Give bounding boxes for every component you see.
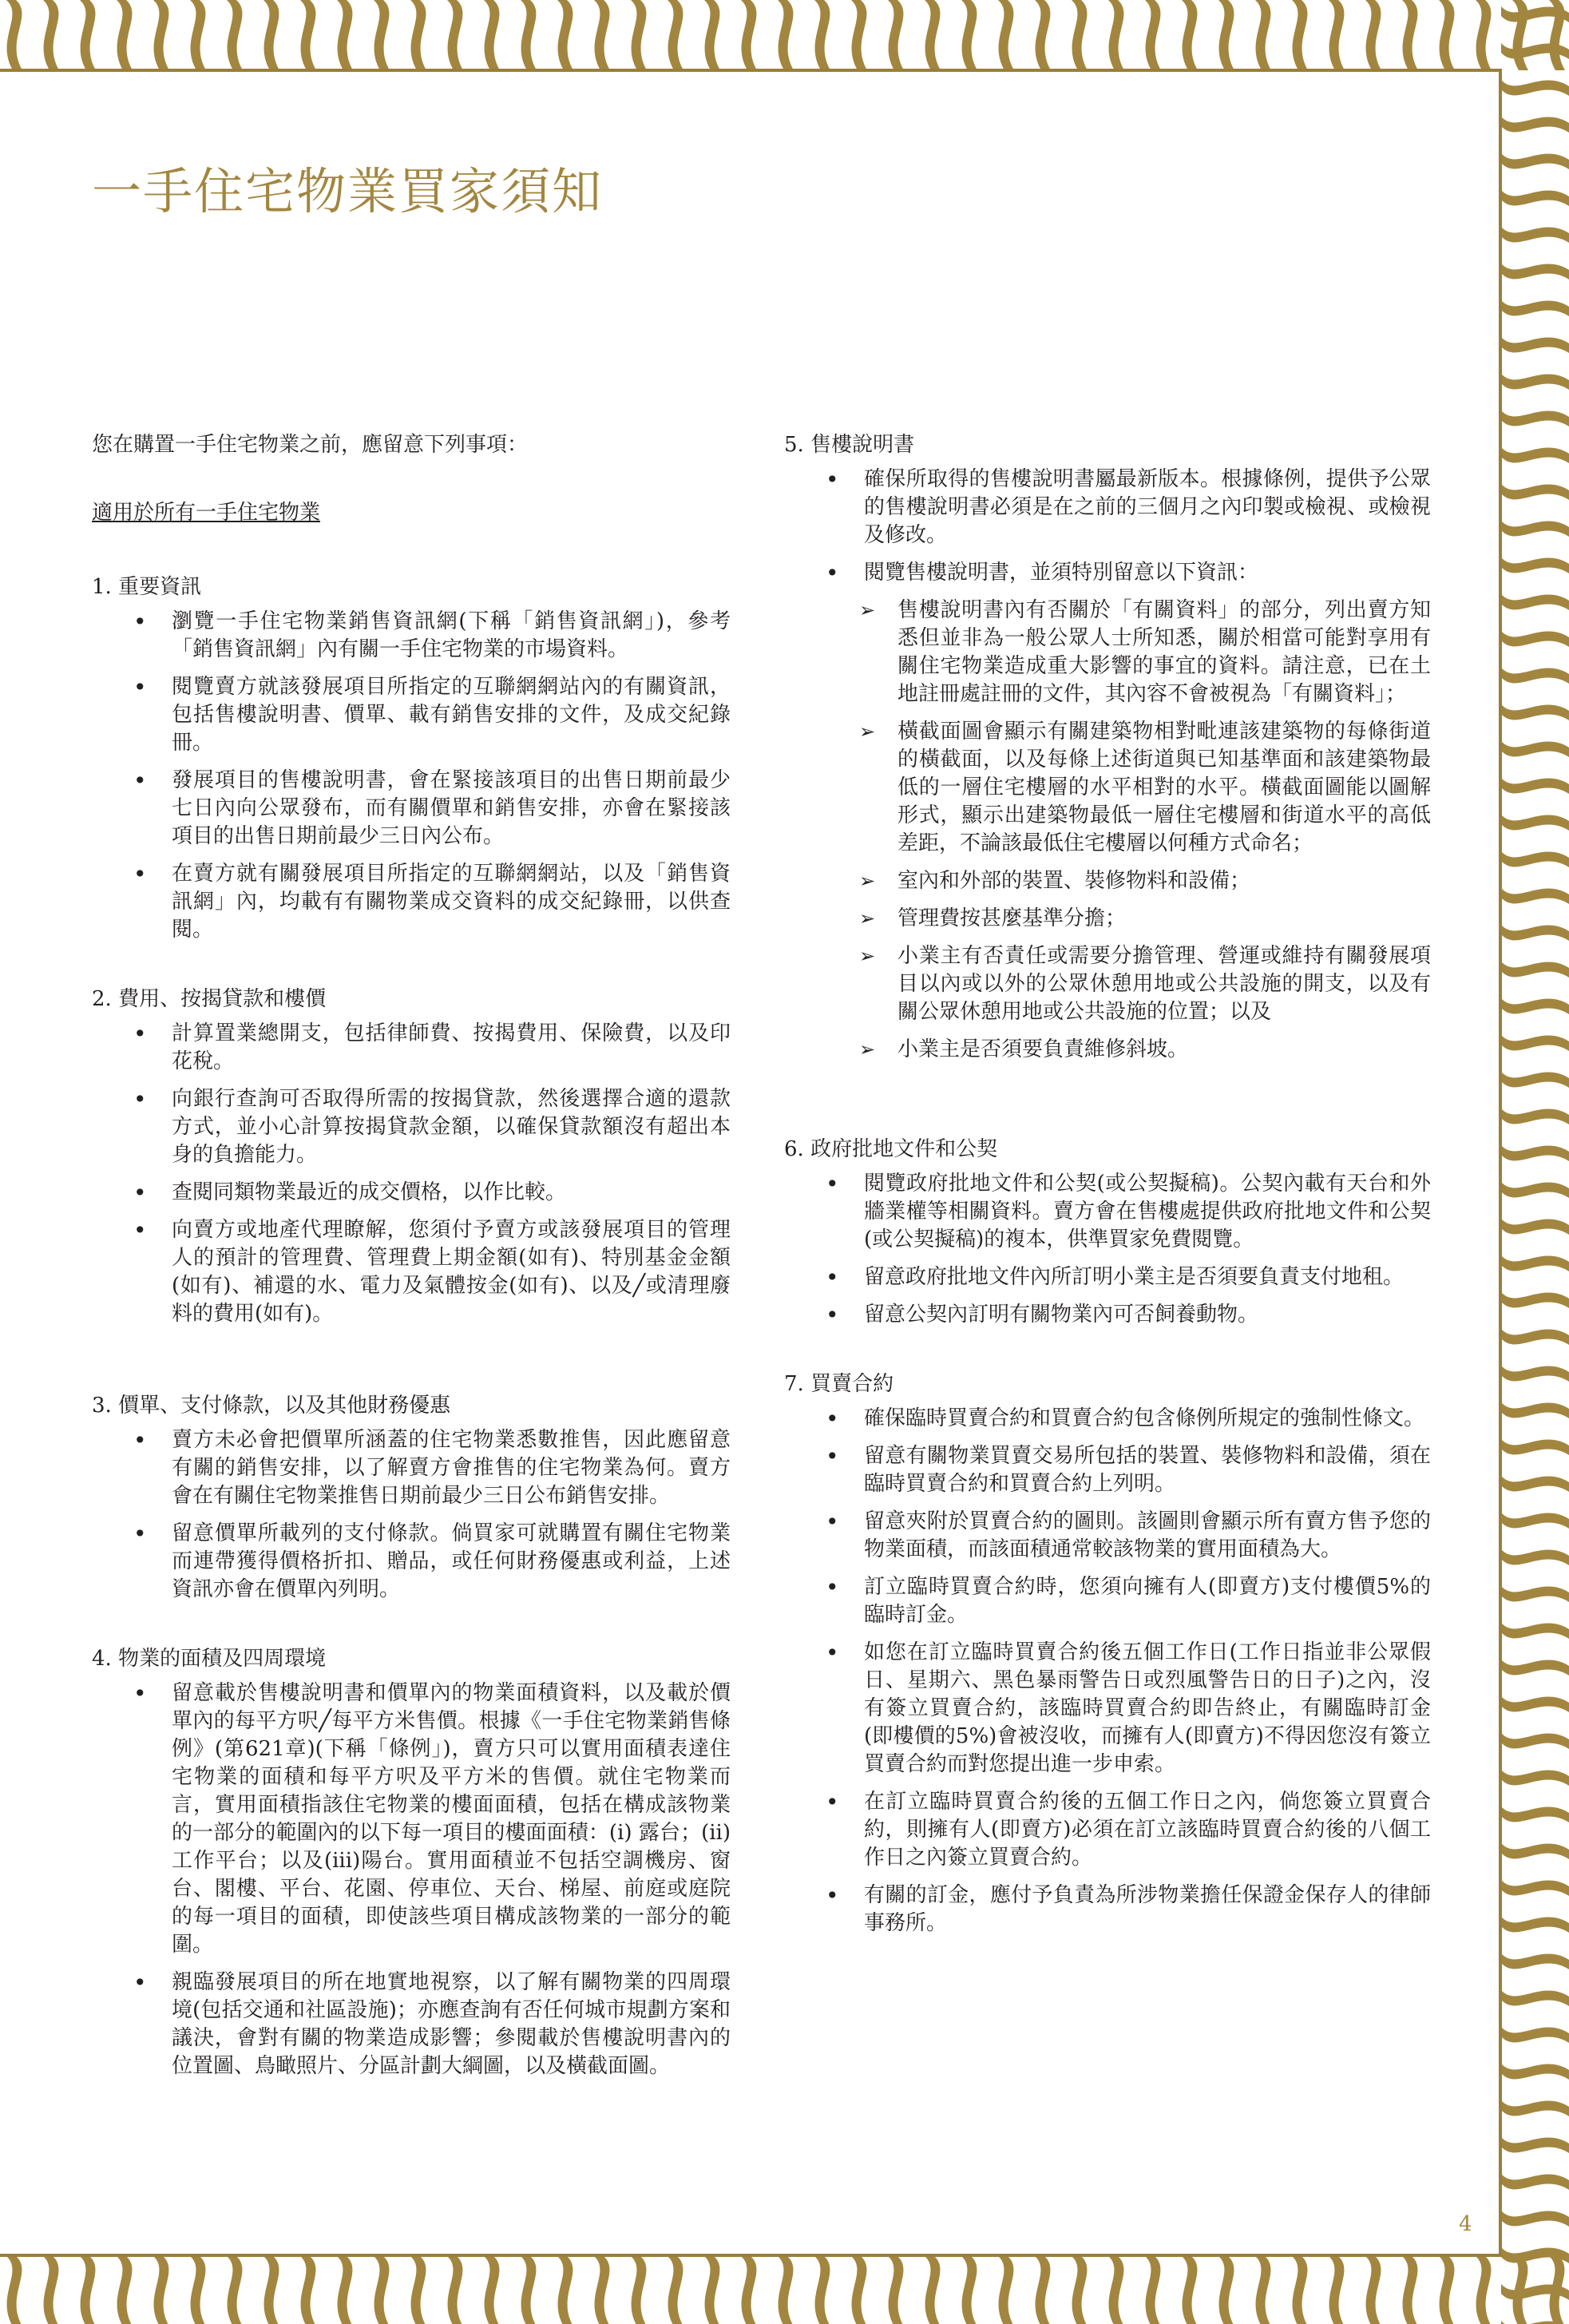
list-item: • 在賣方就有關發展項目所指定的互聯網網站，以及「銷售資訊網」內，均載有有關物業成交資料的成交紀錄冊，以供查閱。: [92, 860, 731, 944]
decorative-wave-border-bottom: [0, 2256, 1569, 2324]
frame-line-right: [1499, 69, 1502, 2257]
section-important-info: [92, 573, 731, 944]
list-item: • 閱覽政府批地文件和公契(或公契擬稿)。公契內載有天台和外牆業權等相關資料。賣方會在售樓處提供政府批地文件和公契(或公契擬稿)的複本，供準買家免費閱覽。: [784, 1170, 1431, 1254]
frame-line-bottom: [0, 2254, 1501, 2257]
section-sale-agreement: [784, 1370, 1431, 1937]
list-item: • 留意公契內訂明有關物業內可否飼養動物。: [784, 1301, 1431, 1329]
sub-list-item: ➢ 小業主有否責任或需要分擔管理、營運或維持有關發展項目以內或以外的公眾休憩用地或公共設施的開支，以及有關公眾休憩用地或公共設施的位置；以及: [784, 942, 1431, 1026]
list-item: • 留意載於售樓說明書和價單內的物業面積資料，以及載於價單內的每平方呎╱每平方米售價。根據《一手住宅物業銷售條例》(第621章)(下稱「條例」)，賣方只可以實用面積表達住宅物業的面積和每平方呎及平方米的售價。就住宅物業而言，實用面積指該住宅物業的樓面面積，包括在構成該物業的一部分的範圍內的以下每一項目的樓面面積：(i) 露台；(ii)工作平台；以及(iii)陽台。實用面積並不包括空調機房、窗台、閣樓、平台、花園、停車位、天台、梯屋、前庭或庭院的每一項目的面積，即使該些項目構成該物業的一部分的範圍。: [92, 1680, 731, 1959]
right-column: [784, 431, 1431, 1979]
section-heading: 7. 買賣合約: [784, 1372, 894, 1396]
left-column: [92, 431, 731, 2122]
section-heading: 4. 物業的面積及四周環境: [92, 1647, 327, 1671]
sub-list-item: ➢ 橫截面圖會顯示有關建築物相對毗連該建築物的每條街道的橫截面，以及每條上述街道與已知基準面和該建築物最低的一層住宅樓層的水平相對的水平。橫截面圖能以圖解形式，顯示出建築物最低一層住宅樓層和街道水平的高低差距，不論該最低住宅樓層以何種方式命名；: [784, 718, 1431, 858]
list-item: • 有關的訂金，應付予負責為所涉物業擔任保證金保存人的律師事務所。: [784, 1882, 1431, 1937]
section-heading: 2. 費用、按揭貸款和樓價: [92, 987, 327, 1011]
sub-list-item: ➢ 管理費按甚麼基準分擔；: [784, 905, 1431, 933]
list-item: • 瀏覽一手住宅物業銷售資訊網(下稱「銷售資訊網」)，參考「銷售資訊網」內有關一手住宅物業的市場資料。: [92, 608, 731, 664]
list-item: • 確保臨時買賣合約和買賣合約包含條例所規定的強制性條文。: [784, 1405, 1431, 1433]
frame-line-top: [0, 69, 1501, 72]
list-item: • 留意價單所載列的支付條款。倘買家可就購置有關住宅物業而連帶獲得價格折扣、贈品，或任何財務優惠或利益，上述資訊亦會在價單內列明。: [92, 1520, 731, 1604]
list-item: • 如您在訂立臨時買賣合約後五個工作日(工作日指並非公眾假日、星期六、黑色暴雨警告日或烈風警告日的日子)之內，沒有簽立買賣合約，該臨時買賣合約即告終止，有關臨時訂金(即樓價的5%)會被沒收，而擁有人(即賣方)不得因您沒有簽立買賣合約而對您提出進一步申索。: [784, 1639, 1431, 1779]
list-item: • 查閱同類物業最近的成交價格，以作比較。: [92, 1179, 731, 1207]
list-item: • 訂立臨時買賣合約時，您須向擁有人(即賣方)支付樓價5%的臨時訂金。: [784, 1573, 1431, 1629]
section-area-environment: [92, 1645, 731, 2080]
list-item: • 留意夾附於買賣合約的圖則。該圖則會顯示所有賣方售予您的物業面積，而該面積通常較該物業的實用面積為大。: [784, 1508, 1431, 1564]
sub-list-item: ➢ 室內和外部的裝置、裝修物料和設備；: [784, 867, 1431, 895]
list-item: • 計算置業總開支，包括律師費、按揭費用、保險費，以及印花稅。: [92, 1020, 731, 1076]
section-heading: 6. 政府批地文件和公契: [784, 1137, 998, 1161]
intro-text: 您在購置一手住宅物業之前，應留意下列事項：: [92, 433, 529, 457]
list-item: • 發展項目的售樓說明書，會在緊接該項目的出售日期前最少七日內向公眾發布，而有關價單和銷售安排，亦會在緊接該項目的出售日期前最少三日內公布。: [92, 767, 731, 851]
page-title: 一手住宅物業買家須知: [92, 162, 604, 220]
page-number: 4: [1459, 2212, 1472, 2236]
section-land-grant: [784, 1136, 1431, 1329]
list-item: • 留意有關物業買賣交易所包括的裝置、裝修物料和設備，須在臨時買賣合約和買賣合約上列明。: [784, 1442, 1431, 1498]
applies-heading: 適用於所有一手住宅物業: [92, 501, 321, 525]
list-item: • 親臨發展項目的所在地實地視察，以了解有關物業的四周環境(包括交通和社區設施)；亦應查詢有否任何城市規劃方案和議決，會對有關的物業造成影響；參閱載於售樓說明書內的位置圖、鳥瞰照片、分區計劃大綱圖，以及橫截面圖。: [92, 1969, 731, 2080]
section-heading: 3. 價單、支付條款，以及其他財務優惠: [92, 1394, 451, 1418]
list-item: • 賣方未必會把價單所涵蓋的住宅物業悉數推售，因此應留意有關的銷售安排，以了解賣方會推售的住宅物業為何。賣方會在有關住宅物業推售日期前最少三日公布銷售安排。: [92, 1426, 731, 1510]
list-item: • 向賣方或地產代理瞭解，您須付予賣方或該發展項目的管理人的預計的管理費、管理費上期金額(如有)、特別基金金額(如有)、補還的水、電力及氣體按金(如有)、以及╱或清理廢料的費用(如有)。: [92, 1216, 731, 1328]
list-item: • 向銀行查詢可否取得所需的按揭貸款，然後選擇合適的還款方式，並小心計算按揭貸款金額，以確保貸款額沒有超出本身的負擔能力。: [92, 1085, 731, 1169]
list-item: • 閱覽賣方就該發展項目所指定的互聯網網站內的有關資訊，包括售樓說明書、價單、載有銷售安排的文件，及成交紀錄冊。: [92, 673, 731, 757]
section-heading: 5. 售樓說明書: [784, 433, 915, 457]
section-price-list: [92, 1392, 731, 1604]
section-heading: 1. 重要資訊: [92, 575, 202, 599]
section-fees-mortgage: [92, 986, 731, 1328]
list-item: • 留意政府批地文件內所訂明小業主是否須要負責支付地租。: [784, 1263, 1431, 1291]
section-sales-brochure: [784, 431, 1431, 1064]
sub-list-item: ➢ 售樓說明書內有否關於「有關資料」的部分，列出賣方知悉但並非為一般公眾人士所知悉，關於相當可能對享用有關住宅物業造成重大影響的事宜的資料。請注意，已在土地註冊處註冊的文件，其內容不會被視為「有關資料」；: [784, 597, 1431, 708]
sub-list-item: ➢ 小業主是否須要負責維修斜坡。: [784, 1036, 1431, 1064]
list-item: • 閱覽售樓說明書，並須特別留意以下資訊：: [784, 559, 1431, 587]
decorative-wave-border-right: [1501, 0, 1569, 2324]
decorative-wave-border-top: [0, 0, 1569, 70]
list-item: • 在訂立臨時買賣合約後的五個工作日之內，倘您簽立買賣合約，則擁有人(即賣方)必須在訂立該臨時買賣合約後的八個工作日之內簽立買賣合約。: [784, 1788, 1431, 1872]
list-item: • 確保所取得的售樓說明書屬最新版本。根據條例，提供予公眾的售樓說明書必須是在之前的三個月之內印製或檢視、或檢視及修改。: [784, 466, 1431, 549]
